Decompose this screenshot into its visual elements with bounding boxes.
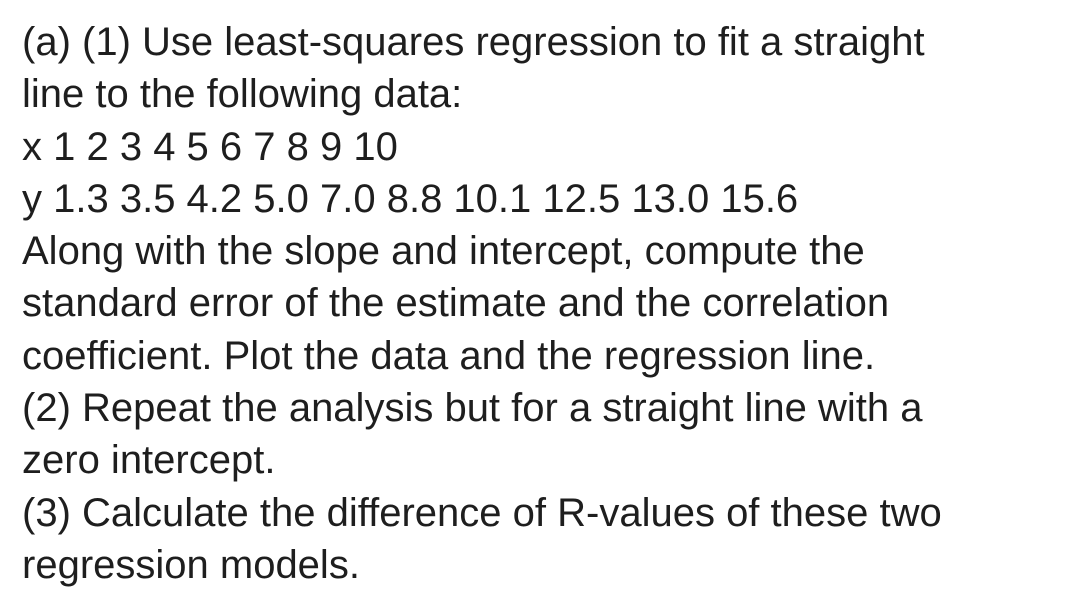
problem-line-regression-models: regression models.: [22, 542, 360, 587]
problem-line-part-2: (2) Repeat the analysis but for a straight line with a: [22, 386, 923, 431]
problem-line-part-a-intro: (a) (1) Use least-squares regression to fit a straight: [22, 20, 925, 64]
problem-line-standard-error: standard error of the estimate and the correlation: [22, 281, 890, 326]
x-values-line: x 1 2 3 4 5 6 7 8 9 10: [22, 124, 398, 169]
problem-line-slope-intercept: Along with the slope and intercept, compute the: [22, 229, 865, 274]
problem-line-plot: coefficient. Plot the data and the regression line.: [22, 333, 876, 378]
problem-line-part-3: (3) Calculate the difference of R-values of these two: [22, 490, 942, 535]
problem-line-data-intro: line to the following data:: [22, 72, 463, 117]
y-values-line: y 1.3 3.5 4.2 5.0 7.0 8.8 10.1 12.5 13.0 15.6: [22, 176, 799, 221]
problem-line-zero-intercept: zero intercept.: [22, 438, 276, 483]
problem-text: [22, 16, 1072, 591]
